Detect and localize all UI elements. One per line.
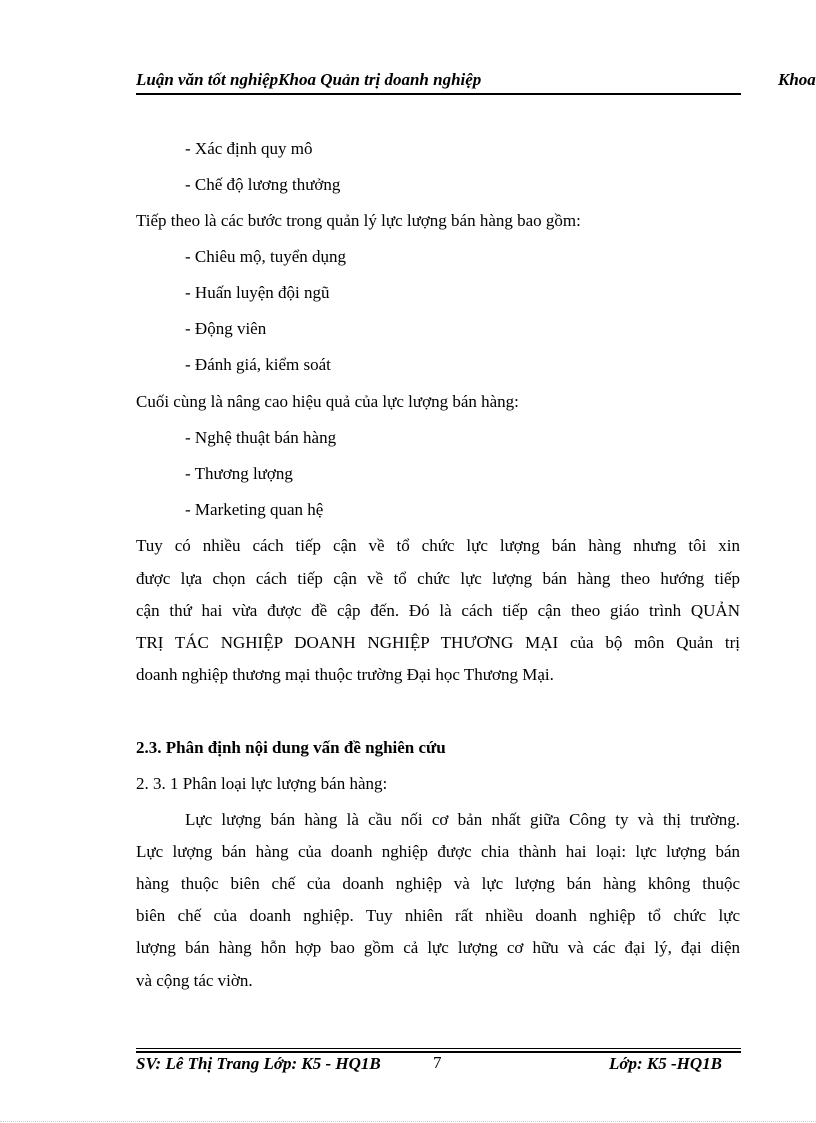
header-rule: [136, 93, 741, 95]
bullet-item: - Đánh giá, kiểm soát: [185, 355, 331, 374]
footer-right: Lớp: K5 -HQ1B: [609, 1054, 723, 1073]
paragraph-line: Tiếp theo là các bước trong quản lý lực lượng bán hàng bao gồm:: [136, 211, 581, 230]
paragraph-line: Lực lượng bán hàng của doanh nghiệp được chia thành hai loại: lực lượng bán: [136, 842, 740, 861]
paragraph-line: lượng bán hàng hỗn hợp bao gồm cả lực lượng cơ hữu và các đại lý, đại diện: [136, 938, 740, 957]
subsection-heading: 2. 3. 1 Phân loại lực lượng bán hàng:: [136, 774, 388, 793]
paragraph-line: biên chế của doanh nghiệp. Tuy nhiên rất nhiều doanh nghiệp tổ chức lực: [136, 906, 740, 925]
paragraph-line: được lựa chọn cách tiếp cận về tổ chức lực lượng bán hàng theo hướng tiếp: [136, 569, 740, 588]
bullet-item: - Nghệ thuật bán hàng: [185, 428, 337, 447]
page-number: 7: [433, 1053, 442, 1072]
paragraph-line: cận thứ hai vừa được đề cập đến. Đó là cách tiếp cận theo giáo trình QUẢN: [136, 601, 740, 620]
footer-rule: [136, 1048, 741, 1049]
paragraph-line: Cuối cùng là nâng cao hiệu quả của lực lượng bán hàng:: [136, 392, 519, 411]
bullet-item: - Chiêu mộ, tuyển dụng: [185, 247, 347, 266]
paragraph-line: hàng thuộc biên chế của doanh nghiệp và lực lượng bán hàng không thuộc: [136, 874, 740, 893]
paragraph-line: Lực lượng bán hàng là cầu nối cơ bản nhất giữa Công ty và thị trường.: [185, 810, 740, 829]
section-heading: 2.3. Phân định nội dung vấn đề nghiên cứu: [136, 738, 446, 757]
paragraph-line: Tuy có nhiều cách tiếp cận về tổ chức lực lượng bán hàng nhưng tôi xin: [136, 536, 740, 555]
bullet-item: - Xác định quy mô: [185, 139, 313, 158]
bullet-item: - Chế độ lương thưởng: [185, 175, 341, 194]
footer-left: SV: Lê Thị Trang Lớp: K5 - HQ1B: [136, 1054, 381, 1073]
bullet-item: - Huấn luyện đội ngũ: [185, 283, 330, 302]
page-header: [136, 70, 816, 94]
bullet-item: - Động viên: [185, 319, 267, 338]
page-bottom-border: [0, 1121, 816, 1122]
paragraph-line: doanh nghiệp thương mại thuộc trường Đại học Thương Mại.: [136, 665, 554, 684]
header-right-text: Khoa: [778, 70, 816, 89]
bullet-item: - Marketing quan hệ: [185, 500, 324, 519]
paragraph-line: và cộng tác viờn.: [136, 971, 253, 990]
paragraph-line: TRỊ TÁC NGHIỆP DOANH NGHIỆP THƯƠNG MẠI của bộ môn Quản trị: [136, 633, 740, 652]
header-title: Luận văn tốt nghiệpKhoa Quản trị doanh nghiệp: [136, 70, 482, 89]
bullet-item: - Thương lượng: [185, 464, 293, 483]
